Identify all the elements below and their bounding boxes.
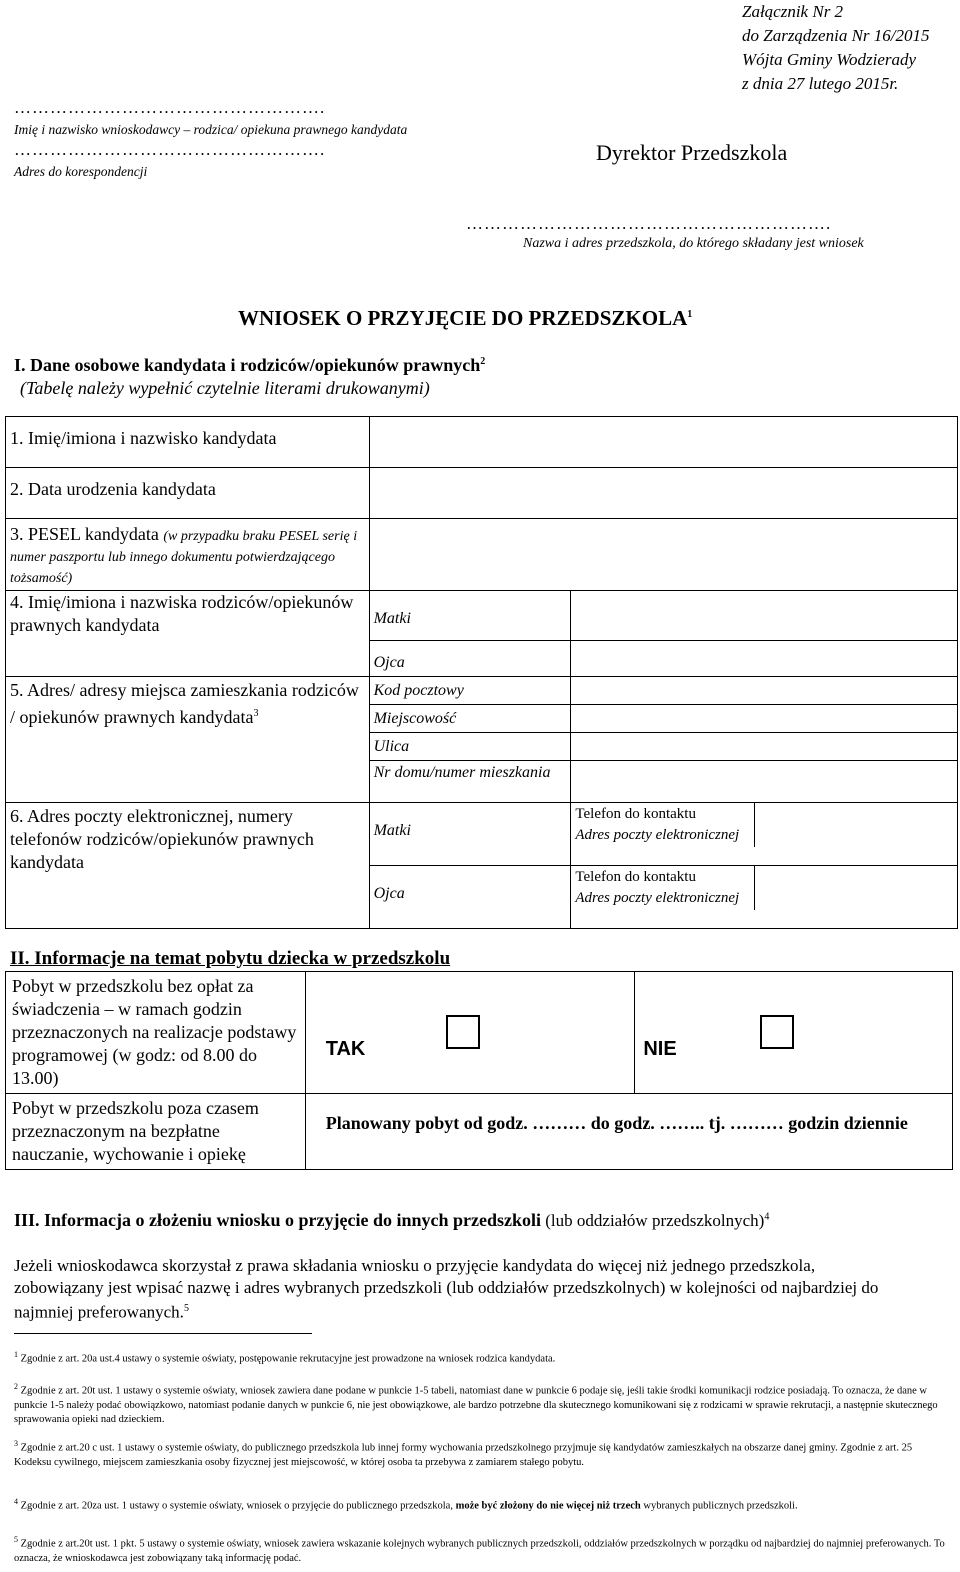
row6-mother-contacts[interactable]	[571, 803, 958, 866]
address-label: Adres do korespondencji	[14, 164, 148, 179]
row3-label-main: 3. PESEL kandydata	[10, 524, 164, 544]
row6-mother-label: Matki	[369, 803, 571, 866]
applicant-label: Imię i nazwisko wnioskodawcy – rodzica/ opiekuna prawnego kandydata	[14, 122, 408, 137]
kindergarten-label: Nazwa i adres przedszkola, do którego składany jest wniosek	[523, 236, 864, 251]
section3-body-text: Jeżeli wnioskodawca skorzystał z prawa składania wniosku o przyjęcie kandydata do więcej niż jednego przedszkola, zobowiązany jest wpisać nazwę i adres wybranych przedszkoli (lub oddziałów przedszkolnych) w kolejności od najbardziej do najmniej preferowanych.	[14, 1256, 879, 1322]
annex-line-3: Wójta Gminy Wodzierady	[742, 50, 917, 69]
footnote-5-text: Zgodnie z art.20t ust. 1 pkt. 5 ustawy o systemie oświaty, wniosek zawiera wskazanie kolejnych wybranych publicznych przedszkoli, oddziałów przedszkolnych w porządku od najbardziej do najmniej preferowanych. To oznacza, że wnioskodawca jest zobowiązany taką informację podać.	[14, 1538, 945, 1564]
row4-mother-input[interactable]	[571, 591, 958, 641]
no-checkbox[interactable]	[760, 1015, 794, 1049]
page-title-text: WNIOSEK O PRZYJĘCIE DO PRZEDSZKOLA	[238, 306, 688, 330]
row5-postal-input[interactable]	[571, 677, 958, 705]
footnote-4-text-a: Zgodnie z art. 20za ust. 1 ustawy o systemie oświaty, wniosek o przyjęcie do publicznego przedszkola,	[20, 1500, 456, 1512]
footnote-3-num: 3	[14, 1439, 18, 1448]
section1-heading-sup: 2	[480, 356, 486, 367]
footnote-1	[14, 1348, 949, 1367]
row6-father-label: Ojca	[369, 866, 571, 929]
section3-heading-bold: III. Informacja o złożeniu wniosku o przyjęcie do innych przedszkoli	[14, 1210, 542, 1230]
row6-father-contacts[interactable]	[571, 866, 958, 929]
row3-input[interactable]	[369, 519, 957, 591]
row6-father-phone-label: Telefon do kontaktu	[575, 869, 696, 885]
stay-extra-hours[interactable]: Planowany pobyt od godz. ……… do godz. …….. tj. ……… godzin dziennie	[305, 1094, 952, 1170]
section3-body	[14, 1255, 894, 1323]
row5-city-label: Miejscowość	[369, 705, 571, 733]
row6-father-email-label: Adres poczty elektronicznej	[575, 890, 740, 906]
footnote-4-text-b: może być złożony do nie więcej niż trzech	[455, 1500, 641, 1512]
candidate-table	[5, 416, 958, 929]
row5-street-input[interactable]	[571, 733, 958, 761]
applicant-dots: …………………………………………….	[14, 98, 326, 117]
annex-line-1: Załącznik Nr 2	[742, 2, 844, 21]
footnote-4-text-c: wybranych publicznych przedszkoli.	[640, 1500, 798, 1512]
section3-heading-sup: 4	[764, 1211, 770, 1223]
footnote-2	[14, 1380, 949, 1427]
row3-label-note: (w przypadku braku PESEL serię i numer paszportu lub innego dokumentu potwierdzającego tożsamość)	[10, 529, 358, 586]
stay-free-label: Pobyt w przedszkolu bez opłat za świadczenia – w ramach godzin przeznaczonych na realizacje podstawy programowej (w godz: od 8.00 do 13.00)	[6, 972, 306, 1094]
yes-checkbox[interactable]	[446, 1015, 480, 1049]
footnote-5-num: 5	[14, 1535, 18, 1544]
section1-subheading: (Tabelę należy wypełnić czytelnie literami drukowanymi)	[20, 378, 430, 398]
annex-line-2: do Zarządzenia Nr 16/2015	[742, 26, 930, 45]
footnote-3	[14, 1437, 949, 1470]
row1-label: 1. Imię/imiona i nazwisko kandydata	[6, 417, 370, 468]
row4-label: 4. Imię/imiona i nazwiska rodziców/opiekunów prawnych kandydata	[6, 591, 370, 677]
row3-label	[6, 519, 370, 591]
section3-heading	[14, 1210, 769, 1231]
stay-extra-label: Pobyt w przedszkolu poza czasem przeznaczonym na bezpłatne nauczanie, wychowanie i opiekę	[6, 1094, 306, 1170]
row5-postal-label: Kod pocztowy	[369, 677, 571, 705]
director-title: Dyrektor Przedszkola	[596, 140, 788, 165]
row5-number-label: Nr domu/numer mieszkania	[369, 761, 571, 803]
row2-input[interactable]	[369, 468, 957, 519]
section3-heading-normal: (lub oddziałów przedszkolnych)	[541, 1211, 765, 1230]
footnote-2-text: Zgodnie z art. 20t ust. 1 ustawy o systemie oświaty, wniosek zawiera dane podane w punkcie 1-5 tabeli, natomiast dane w punkcie 6 podaje się, jeśli takie środki komunikacji rodzice posiadają. To oznacza, że dane w punkcie 1-5 należy podać obowiązkowo, natomiast podanie danych w punkcie 6, nie jest obowiązkowe, ale bardzo potrzebne dla skutecznego komunikowani się z rodzicami w sprawie rekrutacji, a następnie skutecznego sprawowania opieki nad dzieckiem.	[14, 1385, 938, 1425]
row2-label: 2. Data urodzenia kandydata	[6, 468, 370, 519]
row1-input[interactable]	[369, 417, 957, 468]
annex-line-4: z dnia 27 lutego 2015r.	[742, 74, 899, 93]
footnote-5	[14, 1533, 949, 1566]
stay-table	[5, 971, 953, 1170]
stay-no-label: NIE	[643, 1038, 677, 1060]
section3-body-sup: 5	[183, 1303, 189, 1314]
row6-mother-phone-label: Telefon do kontaktu	[575, 806, 696, 822]
footnote-separator	[14, 1333, 312, 1334]
footnote-1-num: 1	[14, 1350, 18, 1359]
row5-label	[6, 677, 370, 803]
row5-street-label: Ulica	[369, 733, 571, 761]
footnote-2-num: 2	[14, 1382, 18, 1391]
row6-mother-email-label: Adres poczty elektronicznej	[575, 827, 740, 843]
address-dots: …………………………………………….	[14, 140, 326, 159]
section1-heading-text: I. Dane osobowe kandydata i rodziców/opiekunów prawnych	[14, 355, 481, 375]
row4-father-label: Ojca	[369, 641, 571, 677]
row6-label: 6. Adres poczty elektronicznej, numery telefonów rodziców/opiekunów prawnych kandydata	[6, 803, 370, 929]
section1-heading	[14, 355, 485, 376]
footnote-1-text: Zgodnie z art. 20a ust.4 ustawy o systemie oświaty, postępowanie rekrutacyjne jest prowadzone na wniosek rodzica kandydata.	[20, 1353, 556, 1365]
row5-city-input[interactable]	[571, 705, 958, 733]
row4-father-input[interactable]	[571, 641, 958, 677]
row5-number-input[interactable]	[571, 761, 958, 803]
row5-label-sup: 3	[253, 708, 259, 719]
kindergarten-dots: …………………………………………………….	[466, 214, 832, 233]
row5-label-text: 5. Adres/ adresy miejsca zamieszkania rodziców / opiekunów prawnych kandydata	[10, 680, 359, 727]
annex-block	[742, 0, 930, 96]
footnote-4	[14, 1495, 949, 1514]
footnote-4-num: 4	[14, 1497, 18, 1506]
stay-yes-label: TAK	[325, 1038, 366, 1060]
section2-heading: II. Informacje na temat pobytu dziecka w przedszkolu	[10, 948, 451, 969]
row4-mother-label: Matki	[369, 591, 571, 641]
page-title	[238, 306, 692, 331]
footnote-3-text: Zgodnie z art.20 c ust. 1 ustawy o systemie oświaty, do publicznego przedszkola lub innej formy wychowania przedszkolnego przyjmuje się kandydatów zamieszkałych na obszarze danej gminy. Zgodnie z art. 25 Kodeksu cywilnego, miejscem zamieszkania osoby fizycznej jest miejscowość, w której osoba ta przebywa z zamiarem stałego pobytu.	[14, 1442, 913, 1468]
page-title-sup: 1	[687, 309, 693, 320]
